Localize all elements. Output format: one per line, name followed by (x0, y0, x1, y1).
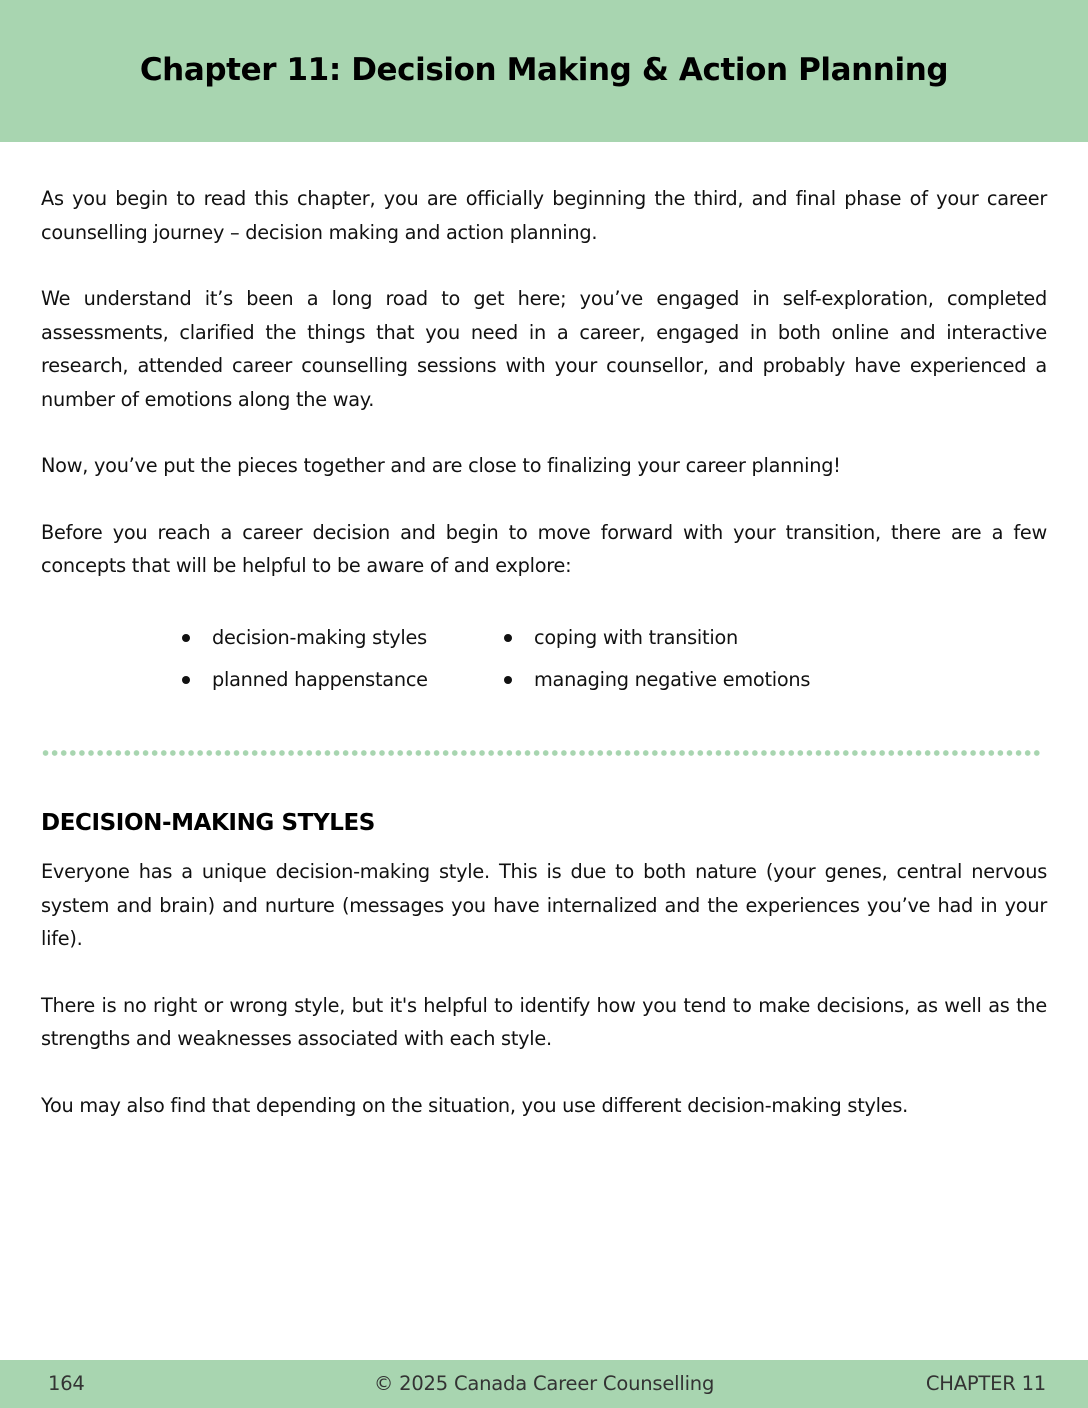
bullet-icon (504, 676, 512, 684)
intro-paragraph: Before you reach a career decision and begin to move forward with your transition, there are a few concepts that will be helpful to be aware of and explore: (41, 520, 1047, 577)
list-item-label: planned happenstance (212, 668, 428, 691)
concepts-list (180, 621, 880, 711)
dotted-divider (41, 750, 1041, 756)
chapter-label: CHAPTER 11 (925, 1372, 1046, 1395)
chapter-header-band (0, 0, 1088, 142)
page-number: 164 (48, 1372, 85, 1395)
intro-paragraph: As you begin to read this chapter, you are officially beginning the third, and final phase of your career counselling journey – decision making and action planning. (41, 187, 1047, 244)
bullet-icon (182, 634, 190, 642)
concepts-column-right (502, 621, 810, 705)
list-item (180, 663, 428, 705)
list-item (502, 663, 810, 705)
section-heading: DECISION-MAKING STYLES (41, 810, 375, 836)
intro-paragraph: We understand it’s been a long road to get here; you’ve engaged in self-exploration, completed assessments, clarified the things that you need in a career, engaged in both online and interactive research, attended career counselling sessions with your counsellor, and probably have experienced a number of emotions along the way. (41, 287, 1047, 411)
section-paragraph: There is no right or wrong style, but it's helpful to identify how you tend to make decisions, as well as the strengths and weaknesses associated with each style. (41, 993, 1047, 1050)
list-item-label: coping with transition (534, 626, 738, 649)
section-paragraph: Everyone has a unique decision-making style. This is due to both nature (your genes, central nervous system and brain) and nurture (messages you have internalized and the experiences you’ve had in your life). (41, 860, 1047, 950)
bullet-icon (504, 634, 512, 642)
decision-making-styles-section (41, 806, 1047, 1155)
list-item-label: decision-making styles (212, 626, 427, 649)
list-item (502, 621, 810, 663)
list-item-label: managing negative emotions (534, 668, 811, 691)
chapter-title: Chapter 11: Decision Making & Action Planning (139, 52, 949, 88)
section-paragraph: You may also find that depending on the situation, you use different decision-making styles. (41, 1093, 909, 1117)
bullet-icon (182, 676, 190, 684)
copyright-notice: © 2025 Canada Career Counselling (373, 1372, 715, 1395)
intro-content (41, 182, 1047, 616)
page-footer (0, 1360, 1088, 1408)
intro-paragraph: Now, you’ve put the pieces together and are close to finalizing your career planning! (41, 454, 841, 477)
concepts-column-left (180, 621, 428, 705)
list-item (180, 621, 428, 663)
